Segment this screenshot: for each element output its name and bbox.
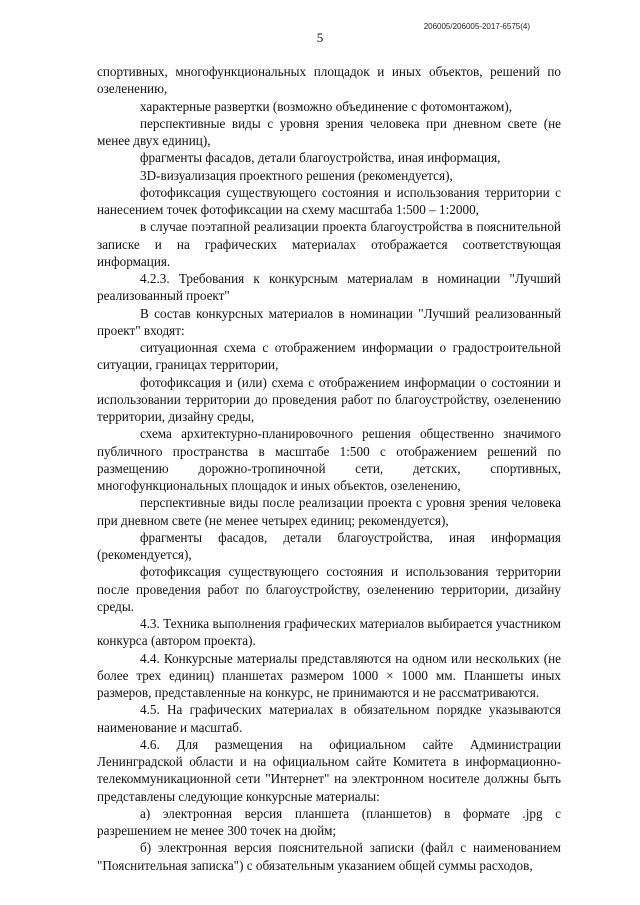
paragraph: характерные развертки (возможно объединение с фотомонтажом), xyxy=(140,98,513,114)
paragraph: 4.3. Техника выполнения графических материалов выбирается участником конкурса (автором проекта). xyxy=(97,616,561,649)
paragraph: 4.2.3. Требования к конкурсным материалам в номинации "Лучший реализованный проект" xyxy=(97,271,561,304)
paragraph: 4.4. Конкурсные материалы представляются на одном или нескольких (не более трех единиц) планшетах размером 1000 × 1000 мм. Планшеты иных размеров, представленные на конкурс, не принимаются и не рассматриваются. xyxy=(97,650,561,700)
paragraph: 3D-визуализация проектного решения (рекомендуется), xyxy=(140,167,453,183)
paragraph: фрагменты фасадов, детали благоустройства, иная информация, xyxy=(140,150,501,166)
document-id: 206005/206005-2017-6575(4) xyxy=(423,22,530,31)
paragraph: перспективные виды после реализации проекта с уровня зрения человека при дневном свете (не менее четырех единиц; рекомендуется), xyxy=(97,495,561,528)
paragraph: б) электронная версия пояснительной записки (файл с наименованием "Пояснительная записка") с обязательным указанием общей суммы расходов, xyxy=(97,840,561,873)
paragraph: фотофиксация существующего состояния и использования территории с нанесением точек фотофиксации на схему масштаба 1:500 – 1:2000, xyxy=(97,184,561,217)
document-body xyxy=(97,63,561,874)
paragraph: фрагменты фасадов, детали благоустройства, иная информация (рекомендуется), xyxy=(97,529,561,562)
paragraph: ситуационная схема с отображением информации о градостроительной ситуации, границах территории, xyxy=(97,340,561,373)
paragraph: в случае поэтапной реализации проекта благоустройства в пояснительной записке и на графических материалах отображается соответствующая информация. xyxy=(97,219,561,269)
paragraph: В состав конкурсных материалов в номинации "Лучший реализованный проект" входят: xyxy=(97,305,561,338)
paragraph: спортивных, многофункциональных площадок и иных объектов, решений по озеленению, xyxy=(97,64,561,97)
paragraph: фотофиксация и (или) схема с отображением информации о состоянии и использовании территории до проведения работ по благоустройству, озеленению территории, дизайну среды, xyxy=(97,374,561,424)
paragraph: 4.6. Для размещения на официальном сайте Администрации Ленинградской области и на официальном сайте Комитета в информационно-телекоммуникационной сети "Интернет" на электронном носителе должны быть представлены следующие конкурсные материалы: xyxy=(97,736,561,804)
paragraph: перспективные виды с уровня зрения человека при дневном свете (не менее двух единиц), xyxy=(97,115,561,148)
page-number: 5 xyxy=(316,30,324,45)
paragraph: фотофиксация существующего состояния и использования территории после проведения работ по благоустройству, озеленению территории, дизайну среды. xyxy=(97,564,561,614)
paragraph: схема архитектурно-планировочного решения общественно значимого публичного пространства в масштабе 1:500 с отображением решений по размещению дорожно-тропиночной сети, детских, спортивных, многофункциональных площадок и иных объектов, озеленению, xyxy=(97,426,561,493)
paragraph: а) электронная версия планшета (планшетов) в формате .jpg с разрешением не менее 300 точек на дюйм; xyxy=(97,805,561,838)
paragraph: 4.5. На графических материалах в обязательном порядке указываются наименование и масштаб. xyxy=(97,702,561,735)
